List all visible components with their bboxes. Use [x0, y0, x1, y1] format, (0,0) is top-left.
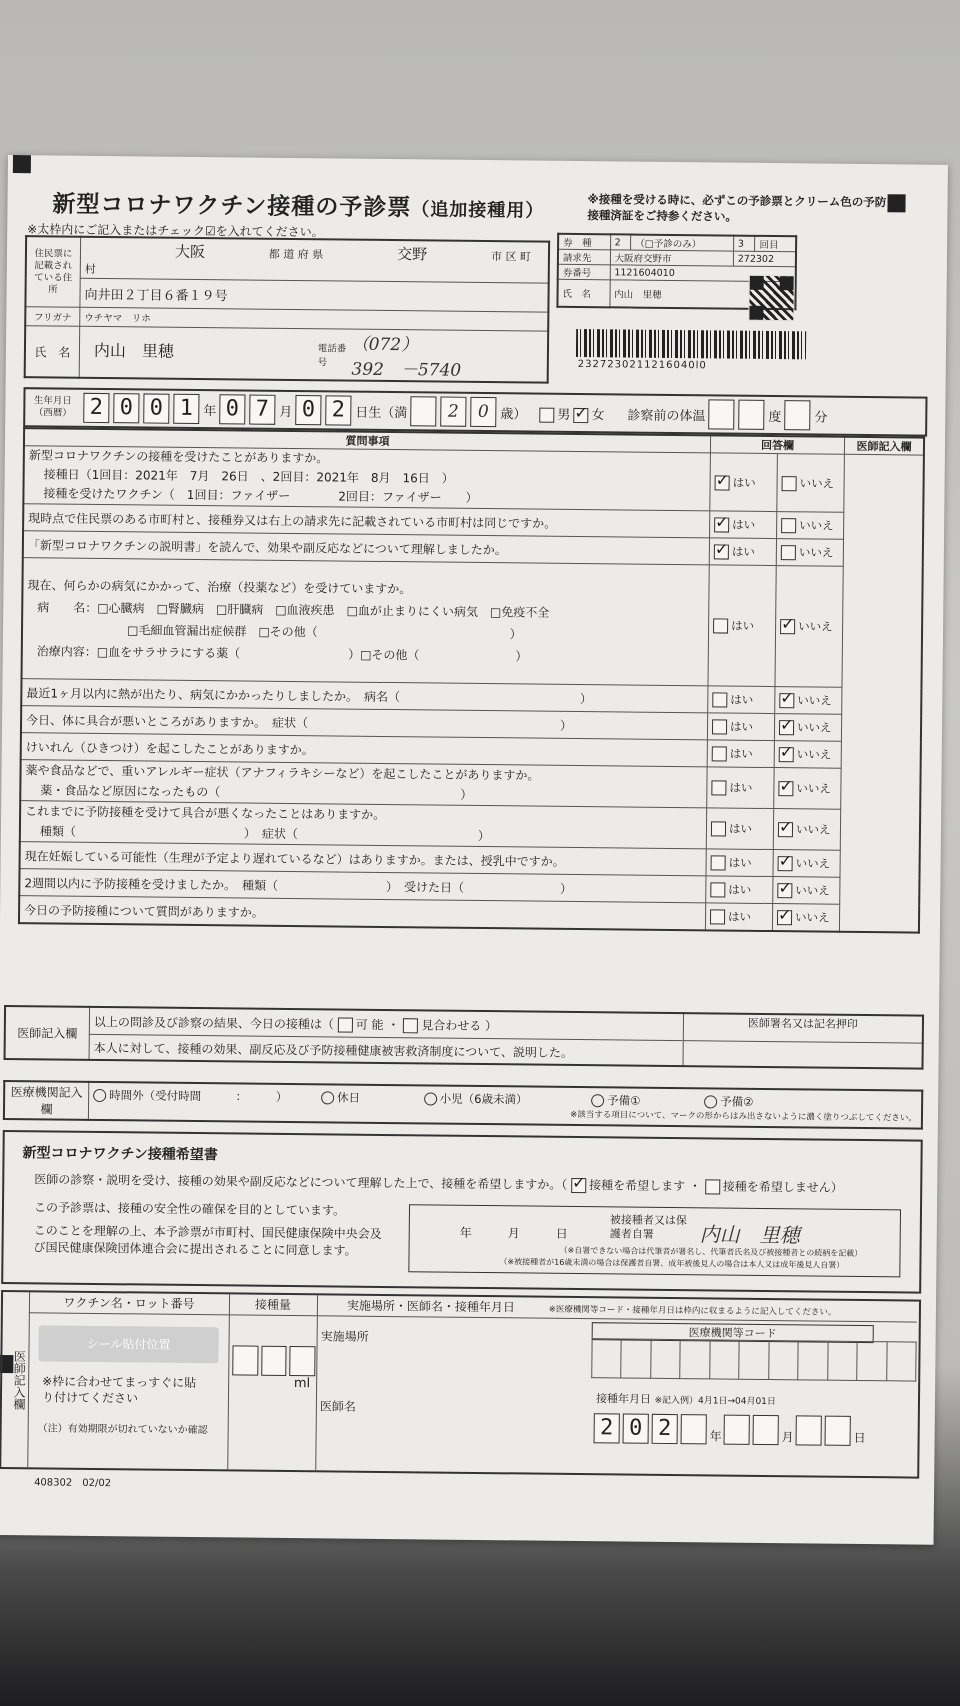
reserve1-option[interactable]	[591, 1094, 604, 1107]
q8-yes[interactable]	[711, 780, 726, 795]
city: 交野	[397, 244, 428, 263]
q4-yes[interactable]	[713, 618, 728, 633]
birth-row: 生年月日（西暦） 2 0 0 1 年 0 7 月 0 2 日生（満 2 0 歳） 男 ✓ 女 診察前の体温 度 分	[23, 387, 927, 436]
q8-no[interactable]	[778, 781, 793, 796]
qr-code	[748, 275, 794, 321]
q12-no[interactable]	[777, 910, 792, 925]
questionnaire-table: 質問事項 回答欄 医師記入欄 新型コロナワクチンの接種を受けたことがありますか。 接種日（1回目：2021年 7月 26日 、2回目：2021年 8月 16日 ） 接種を受けたワクチン（ 1回目：ファイザー 2回目：ファイザー ） ✓はい いいえ 現時点で住民票のある市町村と、接種券又は右上の請求先に記載されている市町村は同じですか。 ✓ はい いいえ 「新型コロナワクチンの説明書」を読んで、効果や副反応などについて理解しましたか。 ✓ はい いいえ 現在、何らかの病気にかかって、治療（投薬など）を受けていますか。 病 名：□心臓病 □腎臓病 □肝臓病 □血液疾患 □血が止まりにくい病気 □免疫不全 □毛細血管漏出症候群 □その他（ ） 治療内容：□血をサラサラにする薬（ ）□その他（ ） はい ✓ いいえ 最近1ヶ月以内に熱が出たり、病気にかかったりしましたか。 病名（ ） はい ✓ いいえ 今日、体に具合が悪いところがありますか。 症状（ ） はい ✓ いいえ けいれん（ひきつけ）を起こしたことがありますか。 はい ✓ いいえ 薬や食品などで、重いアレルギー症状（アナフィラキシーなど）を起こしたことがありますか。 薬・食品など原因になったもの（ ） はい ✓ いいえ これまでに予防接種を受けて具合が悪くなったことはありますか。 種類（ ） 症状（ ） はい ✓ いいえ 現在妊娠している可能性（生理が予定より遅れているなど）はありますか。または、授乳中ですか。 はい ✓ いいえ 2週間以内に予防接種を受けましたか。 種類（ ） 受けた日（ ） はい ✓ いいえ 今日の予防接種について質問がありますか。 はい ✓ いいえ	[18, 427, 925, 933]
vaccine-section: 医師記入欄 ワクチン名・ロット番号 シール貼付位置 ※枠に合わせてまっすぐに貼り付けてください （注）有効期限が切れていないか確認 接種量 ml 実施場所・医師名・接種年月日 ※医療機関等コード・接種年月日は枠内に収まるように記入してください。 実施場所 医師名 医療機関等コード 接種年月日 ※記入例）4月1日→04月01日 2 0 2 年 月 日	[0, 1290, 921, 1479]
q6-yes[interactable]	[712, 719, 727, 734]
q5-no[interactable]	[779, 693, 794, 708]
registration-mark	[887, 194, 905, 212]
clinic-code-grid	[591, 1338, 916, 1381]
q9-yes[interactable]	[711, 821, 726, 836]
q6-no[interactable]	[779, 720, 794, 735]
female-checkbox[interactable]	[573, 407, 588, 422]
q11-no[interactable]	[777, 883, 792, 898]
prefecture: 大阪	[174, 242, 206, 261]
postpone-checkbox[interactable]	[403, 1018, 418, 1033]
sticker-area: シール貼付位置	[38, 1325, 218, 1363]
q7-no[interactable]	[779, 747, 794, 762]
q2-no[interactable]	[781, 518, 796, 533]
registration-mark	[13, 155, 31, 173]
want-checkbox[interactable]	[571, 1178, 586, 1193]
child-option[interactable]	[424, 1092, 437, 1105]
page-title: 新型コロナワクチン接種の予診票（追加接種用）	[52, 191, 545, 222]
instruction: ※太枠内にご記入またはチェック☑を入れてください。	[27, 222, 324, 240]
consent-section: 新型コロナワクチン接種希望書 医師の診察・説明を受け、接種の効果や副反応などについて理解した上で、接種を希望しますか。（ ✓ 接種を希望します ・ 接種を希望しません） この予診票は、接種の安全性の確保を目的としています。 このことを理解の上、本予診票が市町村、国民健康保険中央会及び国民健康保険団体連合会に提出されることに同意します。 年 月 日 被接種者又は保護者自署 内山 里穂 （※自署できない場合は代筆者が署名し、代筆者氏名及び被接種者との続柄を記載） （※被接種者が16歳未満の場合は保護者自署、成年被後見人の場合は本人又は成年後見人自署）	[1, 1130, 923, 1294]
barcode	[576, 329, 806, 359]
q11-yes[interactable]	[710, 882, 725, 897]
q3-yes[interactable]	[714, 544, 729, 559]
ticket-info-table: 券 種 2 （□予診のみ） 3 回目 請求先 大阪府交野市 272302 券番号 1121604010 氏 名 内山 里穂	[556, 233, 797, 311]
q1-no[interactable]	[782, 476, 797, 491]
applicant-table: 住民票に記載されている住所 大阪 都 道 府 県 交野 市 区 町 村 向井田２丁目６番１９号 フリガナ ウチヤマ リホ 氏 名 内山 里穂 電話番号 （072） 392 －5740	[24, 235, 550, 383]
q12-yes[interactable]	[710, 909, 725, 924]
reserve2-option[interactable]	[704, 1095, 717, 1108]
q10-no[interactable]	[778, 856, 793, 871]
overtime-option[interactable]	[93, 1089, 106, 1102]
document-page	[0, 155, 948, 1545]
not-want-checkbox[interactable]	[705, 1179, 720, 1194]
form-code: 408302 02/02	[34, 1477, 112, 1490]
phone-area: （072）	[351, 334, 419, 356]
furigana: ウチヤマ リホ	[80, 307, 549, 331]
q2-yes[interactable]	[714, 517, 729, 532]
q10-yes[interactable]	[711, 855, 726, 870]
male-checkbox[interactable]	[539, 407, 554, 422]
barcode-number: 2327230211216040l0	[577, 358, 707, 372]
street: 向井田２丁目６番１９号	[80, 278, 549, 312]
clinic-table: 医療機関記入欄 時間外（受付時間 ： ） 休日 小児（6歳未満） 予備① 予備② ※該当する項目について、マークの形からはみ出さないように濃く塗りつぶしてください。	[3, 1080, 923, 1130]
notice: ※接種を受ける時に、必ずこの予診票とクリーム色の予防接種済証をご持参ください。	[587, 192, 887, 224]
possible-checkbox[interactable]	[338, 1017, 353, 1032]
doctor-table: 医師記入欄 以上の問診及び診察の結果、今日の接種は（ 可 能 ・ 見合わせる ） 医師署名又は記名押印 本人に対して、接種の効果、副反応及び予防接種健康被害救済制度について、説明した。	[4, 1005, 925, 1070]
holiday-option[interactable]	[321, 1091, 334, 1104]
applicant-name: 内山 里穂	[93, 340, 175, 361]
q9-no[interactable]	[778, 822, 793, 837]
q5-yes[interactable]	[712, 692, 727, 707]
q3-no[interactable]	[781, 545, 796, 560]
q4-no[interactable]	[780, 619, 795, 634]
q1-yes[interactable]	[715, 475, 730, 490]
consent-signature: 内山 里穂	[699, 1222, 800, 1248]
phone-number: 392 －5740	[351, 359, 462, 381]
q7-yes[interactable]	[712, 746, 727, 761]
